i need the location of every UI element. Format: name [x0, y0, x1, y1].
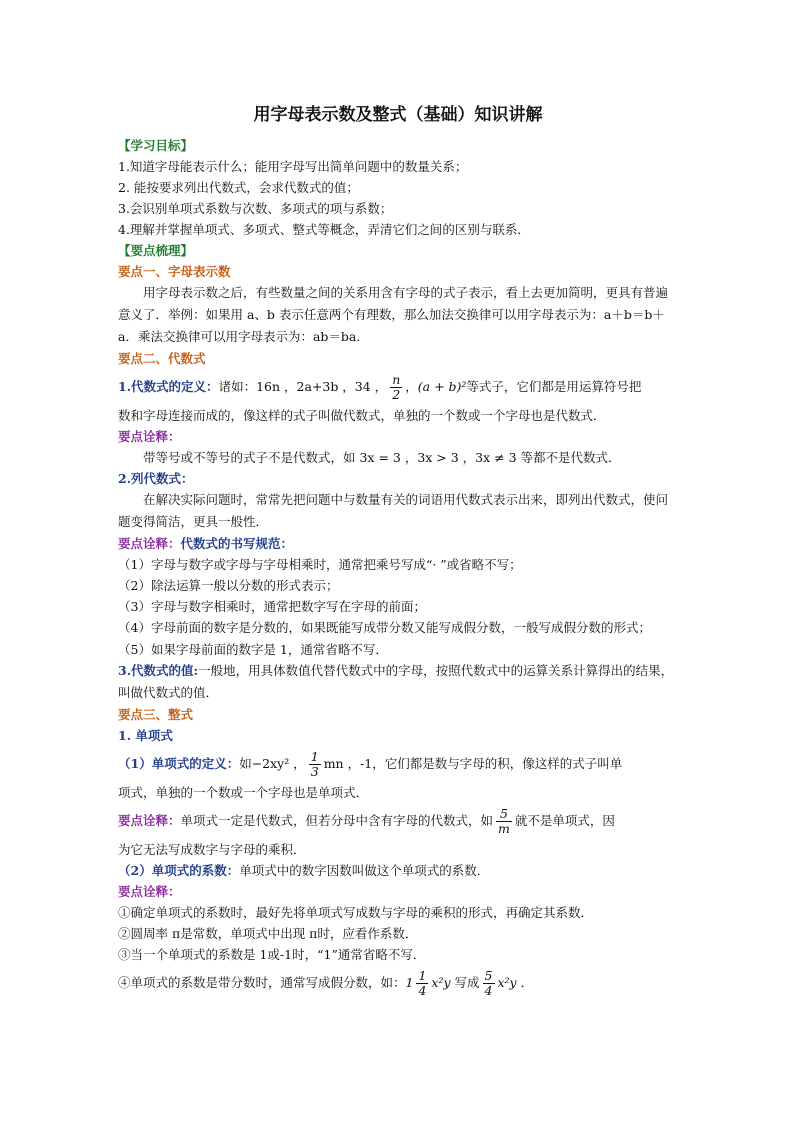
rule-item: （2）除法运算一般以分数的形式表示；: [118, 578, 339, 593]
note-item: ①确定单项式的系数时，最好先将单项式写成数与字母的乘积的形式，再确定其系数．: [118, 905, 594, 920]
coefficient-line: [118, 860, 678, 881]
math-expression: (a + b)²: [417, 379, 467, 394]
math-expression: x²y: [497, 975, 517, 990]
note-label: 要点诠释：: [118, 813, 181, 828]
section-heading-3: 要点三、整式: [118, 707, 194, 722]
note-item: ②圆周率 π是常数，单项式中出现 π时，应看作系数．: [118, 926, 418, 941]
page-title: 用字母表示数及整式（基础）知识讲解: [253, 105, 543, 125]
goal-item: 4.理解并掌握单项式、多项式、整式等概念，弄清它们之间的区别与联系．: [118, 222, 530, 237]
note-text: ④单项式的系数是带分数时，通常写成假分数，如：: [118, 975, 406, 990]
note-text: 单项式一定是代数式，但若分母中含有字母的代数式，如: [180, 813, 494, 828]
section-1-text: 用字母表示数之后，有些数量之间的关系用含有字母的式子表示，看上去更加简明，更具有普遍意义了．举例：如果用 a、b 表示任意两个有理数，那么加法交换律可以用字母表示为：a＋b＝b＋a．乘法交换律可以用字母表示为：ab＝ba．: [118, 285, 669, 344]
subsection-text: 一般地，用具体数值代替代数式中的字母，按照代数式中的运算关系计算得出的结果，叫做代数式的值．: [118, 663, 674, 700]
note-label: 要点诠释：: [118, 884, 181, 899]
subsection-label: 3.代数式的值:: [118, 663, 199, 678]
mixed-number-whole: 1: [405, 975, 414, 990]
note-line: [118, 533, 678, 554]
monomial-heading: 1. 单项式: [118, 728, 173, 743]
note-text: 带等号或不等号的式子不是代数式，如 3x = 3 ，3x > 3 ，3x ≠ 3 等都不是代数式．: [143, 450, 621, 465]
rule-item: （1）字母与数字或字母与字母相乘时，通常把乘号写成“· ”或省略不写；: [118, 557, 522, 572]
points-heading: 【要点梳理】: [118, 243, 194, 258]
math-expression: x²y: [431, 975, 451, 990]
note-item: [118, 965, 678, 1001]
goal-item: 1.知道字母能表示什么；能用字母写出简单问题中的数量关系；: [118, 159, 468, 174]
fraction: $\frac{5}{m}$: [498, 806, 510, 836]
note-label: 要点诠释：: [118, 536, 181, 551]
fraction: $\frac{n}{2}$: [392, 372, 401, 402]
rule-item: （4）字母前面的数字是分数的，如果既能写成带分数又能写成假分数，一般写成假分数的形式；: [118, 620, 651, 635]
goal-item: 3.会识别单项式系数与次数、多项式的项与系数；: [118, 201, 393, 216]
definition-line: 1.代数式的定义：诸如：16n ，2a+3b ，34 ， $\frac{n}{2}$ ，(a + b)²等式子，它们都是用运算符号把: [118, 372, 642, 402]
subsection-label: 2.列代数式：: [118, 471, 194, 486]
note-text: ．: [520, 975, 534, 990]
rule-item: （5）如果字母前面的数字是 1，通常省略不写．: [118, 642, 388, 657]
goals-heading: 【学习目标】: [118, 138, 194, 153]
goal-item: 2. 能按要求列出代数式，会求代数式的值；: [118, 180, 359, 195]
fraction: $\frac{5}{4}$: [484, 968, 493, 998]
definition-text: 等式子，它们都是用运算符号把: [466, 379, 642, 394]
definition-text-2: 项式，单独的一个数或一个字母也是单项式．: [118, 785, 369, 800]
definition-text: 如−2xy² ，: [239, 756, 306, 771]
section-heading-2: 要点二、代数式: [118, 351, 206, 366]
monomial-definition: [118, 746, 678, 782]
section-heading-1: 要点一、字母表示数: [118, 264, 231, 279]
note-line: [118, 803, 678, 839]
subsection-3: [118, 660, 678, 704]
document-page: [118, 100, 678, 1001]
note-title: 代数式的书写规范：: [180, 536, 294, 551]
subsection-text: 在解决实际问题时，常常先把问题中与数量有关的词语用代数式表示出来，即列出代数式，使问题变得简洁，更具一般性．: [118, 492, 669, 529]
definition-examples: 诸如：16n ，2a+3b ，34 ，: [218, 379, 388, 394]
note-text-2: 为它无法写成数字与字母的乘积．: [118, 842, 306, 857]
fraction: $\frac{1}{3}$: [310, 749, 319, 779]
definition-text: mn ，-1，它们都是数与字母的积，像这样的式子叫单: [323, 756, 623, 771]
note-text: 写成: [454, 975, 480, 990]
definition-label: 1.代数式的定义：: [118, 379, 219, 394]
note-text: 就不是单项式，因: [514, 813, 615, 828]
definition-label: （1）单项式的定义：: [118, 756, 240, 771]
coefficient-label: （2）单项式的系数：: [118, 863, 240, 878]
definition-text-2: 数和字母连接而成的，像这样的式子叫做代数式，单独的一个数或一个字母也是代数式．: [118, 408, 606, 423]
fraction: $\frac{1}{4}$: [418, 968, 427, 998]
note-item: ③当一个单项式的系数是 1或-1时，“1”通常省略不写．: [118, 947, 426, 962]
rule-item: （3）字母与数字相乘时，通常把数字写在字母的前面；: [118, 599, 426, 614]
coefficient-text: 单项式中的数字因数叫做这个单项式的系数．: [239, 863, 490, 878]
note-label: 要点诠释：: [118, 429, 181, 444]
